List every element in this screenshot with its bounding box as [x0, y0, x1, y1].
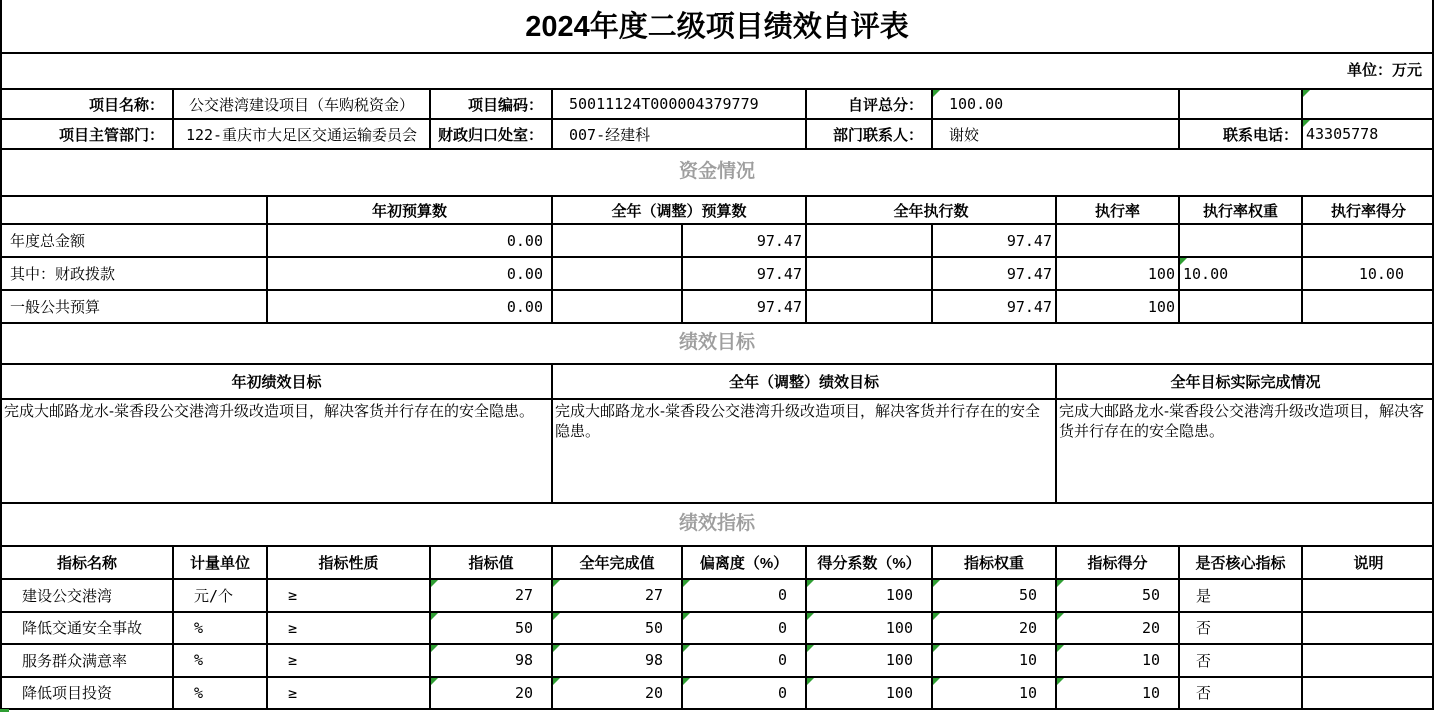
error-marker-icon — [933, 90, 940, 97]
indicator-note-cell — [1303, 645, 1434, 678]
funding-table — [0, 195, 1434, 324]
goals-table — [0, 363, 1434, 504]
indicator-coefficient-cell — [807, 613, 933, 646]
funding-executed-value: 97.47 — [933, 258, 1057, 291]
funding-rate-weight-value: 10.00 — [1183, 264, 1229, 283]
error-marker-icon — [807, 645, 814, 652]
project-code-label: 项目编码： — [431, 90, 553, 120]
column-header: 年初预算数 — [268, 197, 553, 225]
sheet-corner-marker — [0, 709, 9, 712]
indicator-nature: ≥ — [268, 613, 431, 646]
page-title: 2024年度二级项目绩效自评表 — [0, 0, 1434, 54]
indicator-completed-cell — [553, 613, 683, 646]
funding-rate-score-value: 10.00 — [1303, 258, 1434, 291]
project-name-value: 公交港湾建设项目（车购税资金） — [174, 90, 431, 120]
error-marker-icon — [933, 645, 940, 652]
error-marker-icon — [431, 645, 438, 652]
indicator-unit: % — [174, 645, 268, 678]
indicator-weight-cell — [933, 613, 1057, 646]
funding-rate-weight-cell — [1180, 225, 1303, 258]
error-marker-icon — [807, 613, 814, 620]
indicator-coefficient: 100 — [885, 683, 913, 702]
info-blank-cell — [1180, 90, 1303, 120]
indicator-deviation: 0 — [777, 683, 787, 702]
indicator-coefficient-cell — [807, 645, 933, 678]
error-marker-icon — [933, 580, 940, 587]
column-header: 指标权重 — [933, 547, 1057, 580]
unit-note: 单位：万元 — [1346, 62, 1422, 79]
column-header: 全年（调整）预算数 — [553, 197, 807, 225]
indicator-weight-cell — [933, 678, 1057, 711]
indicator-name: 服务群众满意率 — [2, 645, 174, 678]
info-table — [0, 88, 1434, 150]
indicator-coefficient-cell — [807, 678, 933, 711]
indicator-completed: 20 — [644, 683, 663, 702]
error-marker-icon — [807, 580, 814, 587]
funding-rate-value: 100 — [1057, 291, 1180, 324]
sheet-left-border — [0, 0, 2, 710]
contact-value: 谢姣 — [933, 120, 1180, 150]
error-marker-icon — [683, 580, 690, 587]
column-header: 得分系数（%） — [807, 547, 933, 580]
indicator-weight-cell — [933, 645, 1057, 678]
indicator-coefficient: 100 — [885, 618, 913, 637]
funding-sub-cell — [553, 291, 683, 324]
indicator-target-cell — [431, 613, 553, 646]
self-score-label: 自评总分： — [807, 90, 933, 120]
contact-label: 部门联系人： — [807, 120, 933, 150]
column-header: 全年（调整）绩效目标 — [553, 365, 1057, 400]
indicator-deviation: 0 — [777, 586, 787, 605]
indicator-weight: 50 — [1018, 586, 1037, 605]
indicator-target-cell — [431, 580, 553, 613]
indicator-target: 98 — [514, 651, 533, 670]
indicator-completed-cell — [553, 580, 683, 613]
funding-sub-cell — [553, 225, 683, 258]
funding-initial-value: 0.00 — [268, 258, 553, 291]
phone-value: 43305778 — [1306, 125, 1379, 143]
indicator-nature: ≥ — [268, 645, 431, 678]
indicator-name: 降低项目投资 — [2, 678, 174, 711]
column-header: 指标性质 — [268, 547, 431, 580]
indicator-deviation-cell — [683, 613, 807, 646]
dept-label: 项目主管部门： — [2, 120, 174, 150]
indicator-deviation-cell — [683, 645, 807, 678]
phone-label: 联系电话： — [1180, 120, 1303, 150]
indicator-score: 20 — [1141, 618, 1160, 637]
funding-adjusted-value: 97.47 — [683, 225, 807, 258]
column-header: 指标名称 — [2, 547, 174, 580]
column-header: 执行率权重 — [1180, 197, 1303, 225]
column-header: 全年完成值 — [553, 547, 683, 580]
error-marker-icon — [1057, 645, 1064, 652]
funding-executed-value: 97.47 — [933, 291, 1057, 324]
error-marker-icon — [431, 613, 438, 620]
indicator-completed-cell — [553, 678, 683, 711]
funding-section-title: 资金情况 — [678, 161, 755, 182]
indicator-score-cell — [1057, 645, 1180, 678]
funding-sub-cell — [807, 258, 933, 291]
goal-actual-text: 完成大邮路龙水-棠香段公交港湾升级改造项目，解决客货并行存在的安全隐患。 — [1057, 400, 1434, 504]
error-marker-icon — [553, 645, 560, 652]
funding-adjusted-value: 97.47 — [683, 291, 807, 324]
indicator-weight-cell — [933, 580, 1057, 613]
funding-rate-weight-cell — [1180, 258, 1303, 291]
funding-initial-value: 0.00 — [268, 225, 553, 258]
funding-row-label: 一般公共预算 — [2, 291, 268, 324]
column-header: 全年执行数 — [807, 197, 1057, 225]
funding-row-label: 其中：财政拨款 — [2, 258, 268, 291]
indicator-coefficient: 100 — [885, 586, 913, 605]
indicator-deviation-cell — [683, 580, 807, 613]
error-marker-icon — [553, 613, 560, 620]
funding-corner-cell — [2, 197, 268, 225]
indicator-target: 20 — [514, 683, 533, 702]
indicator-score-cell — [1057, 613, 1180, 646]
indicator-score: 10 — [1141, 651, 1160, 670]
indicators-section-title: 绩效指标 — [678, 513, 755, 534]
column-header: 指标值 — [431, 547, 553, 580]
funding-rate-weight-cell — [1180, 291, 1303, 324]
error-marker-icon — [1303, 90, 1310, 97]
indicator-nature: ≥ — [268, 678, 431, 711]
indicator-note-cell — [1303, 580, 1434, 613]
indicator-target: 27 — [514, 586, 533, 605]
column-header: 年初绩效目标 — [2, 365, 553, 400]
indicator-score-cell — [1057, 580, 1180, 613]
funding-rate-value: 100 — [1057, 258, 1180, 291]
funding-adjusted-value: 97.47 — [683, 258, 807, 291]
error-marker-icon — [933, 678, 940, 685]
column-header: 指标得分 — [1057, 547, 1180, 580]
project-name-label: 项目名称： — [2, 90, 174, 120]
error-marker-icon — [1180, 258, 1187, 265]
indicator-unit: % — [174, 613, 268, 646]
error-marker-icon — [933, 613, 940, 620]
self-score-value-cell — [933, 90, 1180, 120]
column-header: 全年目标实际完成情况 — [1057, 365, 1434, 400]
indicator-unit: % — [174, 678, 268, 711]
indicator-nature: ≥ — [268, 580, 431, 613]
indicator-note-cell — [1303, 613, 1434, 646]
error-marker-icon — [553, 580, 560, 587]
error-marker-icon — [1303, 120, 1310, 127]
indicator-score: 50 — [1141, 586, 1160, 605]
indicator-weight: 10 — [1018, 683, 1037, 702]
indicator-deviation: 0 — [777, 651, 787, 670]
error-marker-icon — [1057, 678, 1064, 685]
funding-rate-score-cell — [1303, 225, 1434, 258]
office-value: 007-经建科 — [553, 120, 807, 150]
indicator-deviation: 0 — [777, 618, 787, 637]
column-header: 偏离度（%） — [683, 547, 807, 580]
indicator-target-cell — [431, 645, 553, 678]
indicator-coefficient: 100 — [885, 651, 913, 670]
indicator-core-flag: 否 — [1180, 645, 1303, 678]
indicator-completed: 50 — [644, 618, 663, 637]
error-marker-icon — [807, 678, 814, 685]
phone-value-cell — [1303, 120, 1434, 150]
dept-value: 122-重庆市大足区交通运输委员会 — [174, 120, 431, 150]
indicator-core-flag: 是 — [1180, 580, 1303, 613]
error-marker-icon — [683, 645, 690, 652]
funding-executed-value: 97.47 — [933, 225, 1057, 258]
indicator-completed: 27 — [644, 586, 663, 605]
indicator-note-cell — [1303, 678, 1434, 711]
indicator-core-flag: 否 — [1180, 613, 1303, 646]
indicator-completed: 98 — [644, 651, 663, 670]
error-marker-icon — [683, 678, 690, 685]
funding-row-label: 年度总金额 — [2, 225, 268, 258]
indicator-target-cell — [431, 678, 553, 711]
indicator-score-cell — [1057, 678, 1180, 711]
goals-section-title: 绩效目标 — [678, 332, 755, 353]
self-score-value: 100.00 — [949, 95, 1004, 113]
indicator-weight: 10 — [1018, 651, 1037, 670]
office-label: 财政归口处室： — [431, 120, 553, 150]
indicator-deviation-cell — [683, 678, 807, 711]
indicator-completed-cell — [553, 645, 683, 678]
funding-initial-value: 0.00 — [268, 291, 553, 324]
column-header: 计量单位 — [174, 547, 268, 580]
column-header: 执行率得分 — [1303, 197, 1434, 225]
indicators-table — [0, 545, 1434, 710]
indicator-weight: 20 — [1018, 618, 1037, 637]
funding-rate-score-cell — [1303, 291, 1434, 324]
indicator-score: 10 — [1141, 683, 1160, 702]
indicator-core-flag: 否 — [1180, 678, 1303, 711]
column-header: 执行率 — [1057, 197, 1180, 225]
indicator-name: 建设公交港湾 — [2, 580, 174, 613]
funding-sub-cell — [553, 258, 683, 291]
goal-adjusted-text: 完成大邮路龙水-棠香段公交港湾升级改造项目，解决客货并行存在的安全隐患。 — [553, 400, 1057, 504]
indicator-target: 50 — [514, 618, 533, 637]
indicator-unit: 元/个 — [174, 580, 268, 613]
error-marker-icon — [553, 678, 560, 685]
column-header: 是否核心指标 — [1180, 547, 1303, 580]
column-header: 说明 — [1303, 547, 1434, 580]
error-marker-icon — [431, 678, 438, 685]
info-blank-marked-cell — [1303, 90, 1434, 120]
error-marker-icon — [1057, 613, 1064, 620]
indicator-coefficient-cell — [807, 580, 933, 613]
indicator-name: 降低交通安全事故 — [2, 613, 174, 646]
funding-rate-value — [1057, 225, 1180, 258]
funding-sub-cell — [807, 225, 933, 258]
funding-sub-cell — [807, 291, 933, 324]
goal-initial-text: 完成大邮路龙水-棠香段公交港湾升级改造项目，解决客货并行存在的安全隐患。 — [2, 400, 553, 504]
error-marker-icon — [1057, 580, 1064, 587]
project-code-value: 50011124T000004379779 — [553, 90, 807, 120]
error-marker-icon — [431, 580, 438, 587]
error-marker-icon — [683, 613, 690, 620]
